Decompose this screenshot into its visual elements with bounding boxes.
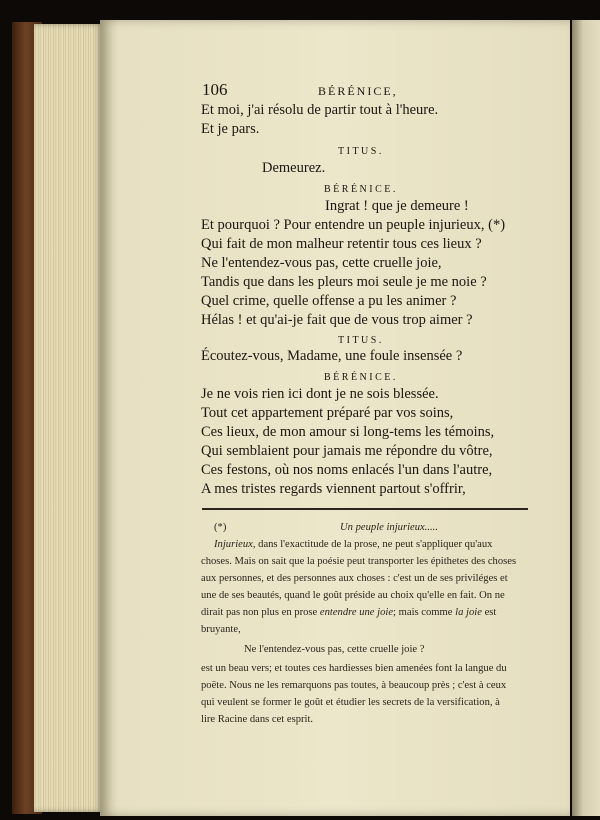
footnote-line: une de ses beautés, quand le goût préside au choix qu'elle en fait. On ne — [201, 590, 505, 601]
speaker-name: BÉRÉNICE. — [324, 184, 398, 195]
footnote-text: ; mais comme — [393, 607, 453, 618]
footnote-marker: (*) — [214, 522, 227, 533]
footnote-rule — [202, 508, 528, 510]
footnote-line: qui veulent se former le goût et étudier les secrets de la versification, à — [201, 697, 500, 708]
footnote-line: lire Racine dans cet esprit. — [201, 714, 314, 725]
footnote-emphasis: la joie — [455, 607, 482, 618]
footnote-emphasis: Injurieux — [214, 539, 253, 550]
footnote-line: est un beau vers; et toutes ces hardiesses bien amenées font la langue du — [201, 663, 507, 674]
verse-line: Tandis que dans les pleurs moi seule je me noie ? — [201, 274, 487, 290]
verse-line: Tout cet appartement préparé par vos soins, — [201, 405, 454, 421]
footnote-line: choses. Mais on sait que la poésie peut transporter les épithetes des choses — [201, 556, 517, 567]
verse-line: Et pourquoi ? Pour entendre un peuple injurieux, (*) — [201, 217, 506, 233]
verse-line: Qui fait de mon malheur retentir tous ces lieux ? — [201, 236, 482, 252]
page-number: 106 — [202, 80, 228, 99]
facing-page-edge — [572, 20, 600, 816]
verse-line: Quel crime, quelle offense a pu les animer ? — [201, 293, 457, 309]
verse-line: Ces festons, où nos noms enlacés l'un dans l'autre, — [201, 462, 493, 478]
footnote-line: bruyante, — [201, 624, 241, 635]
footnote-lemma: Un peuple injurieux..... — [340, 522, 438, 533]
verse-line: Ne l'entendez-vous pas, cette cruelle joie, — [201, 255, 442, 271]
verse-line: Écoutez-vous, Madame, une foule insensée ? — [201, 348, 463, 364]
footnote-line — [214, 539, 492, 550]
page-edges — [34, 24, 102, 812]
verse-line: Et moi, j'ai résolu de partir tout à l'heure. — [201, 102, 439, 118]
footnote-text: est — [484, 607, 497, 618]
footnote-line — [201, 607, 496, 618]
footnote-text: dirait pas non plus en prose — [201, 607, 318, 618]
speaker-name: TITUS. — [338, 335, 384, 346]
running-title: BÉRÉNICE, — [318, 84, 398, 98]
footnote-line: poëte. Nous ne les remarquons pas toutes, à beaucoup près ; c'est à ceux — [201, 680, 507, 691]
verse-line: Qui semblaient pour jamais me répondre du vôtre, — [201, 443, 493, 459]
footnote-text: , dans l'exactitude de la prose, ne peut s'appliquer qu'aux — [252, 539, 493, 550]
verse-line: Demeurez. — [262, 160, 326, 176]
verse-line: Ingrat ! que je demeure ! — [325, 198, 469, 214]
verse-line: Ces lieux, de mon amour si long-tems les témoins, — [201, 424, 495, 440]
verse-line: Je ne vois rien ici dont je ne sois blessée. — [201, 386, 439, 402]
speaker-name: TITUS. — [338, 146, 384, 157]
speaker-name: BÉRÉNICE. — [324, 372, 398, 383]
verse-line: Hélas ! et qu'ai-je fait que de vous trop aimer ? — [201, 312, 473, 328]
footnote-emphasis: entendre une joie — [319, 607, 394, 618]
footnote-quote: Ne l'entendez-vous pas, cette cruelle joie ? — [244, 644, 425, 655]
verse-line: Et je pars. — [201, 121, 260, 137]
footnote-line: aux personnes, et des personnes aux choses : c'est un de ses priviléges et — [201, 573, 508, 584]
verse-line: A mes tristes regards viennent partout s'offrir, — [201, 481, 466, 497]
